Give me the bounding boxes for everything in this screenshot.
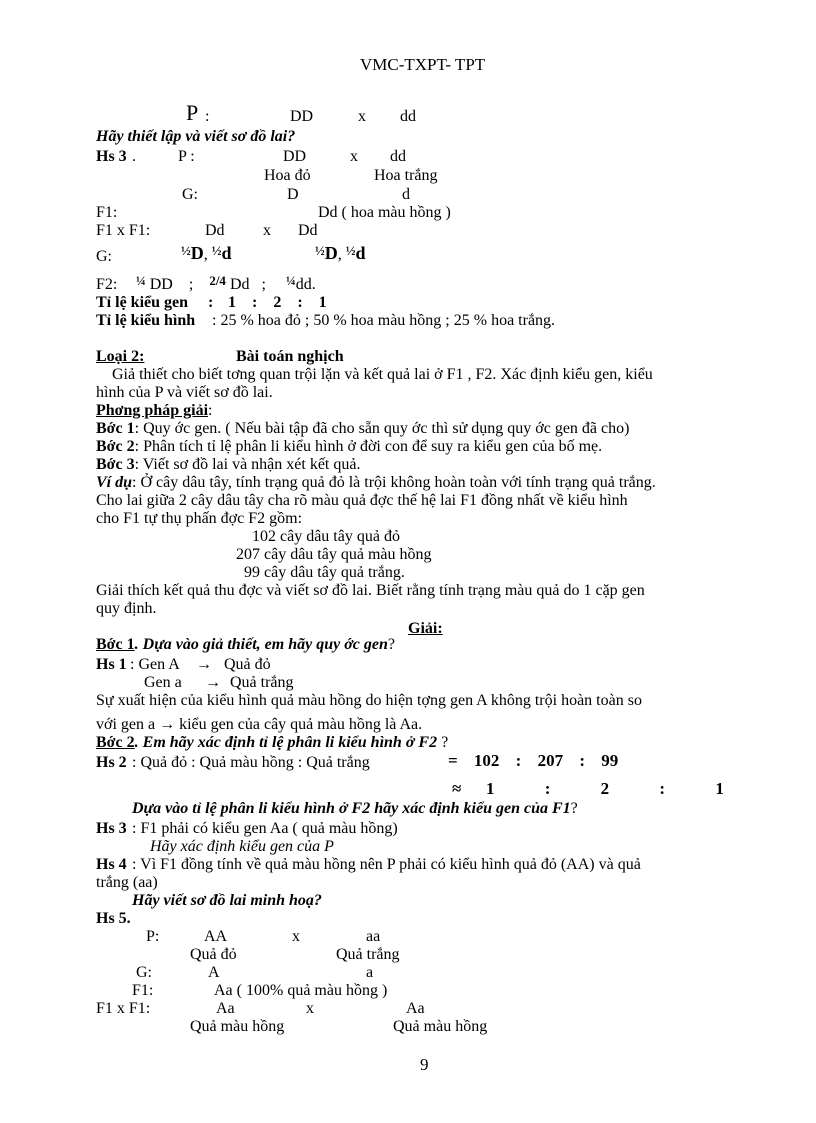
answer-text: trắng (aa): [96, 874, 158, 891]
gamete-label: G:: [136, 964, 152, 981]
question-line: Hãy viết sơ đồ lai minh hoạ?: [132, 892, 322, 909]
paragraph-line: [96, 716, 422, 734]
student-label: Hs 4: [96, 856, 127, 873]
gene-a-recessive-phenotype: Quả trắng: [230, 674, 294, 691]
paragraph-line: Giả thiết cho biết tơng quan trội lặn và kết quả lai ở F1 , F2. Xác định kiểu gen, kiểu: [112, 366, 653, 383]
gene-a-recessive-text: Gen a: [144, 674, 182, 691]
fraction-half: ½: [315, 243, 325, 258]
paragraph-line: Giải thích kết quả thu đợc và viết sơ đồ lai. Biết rằng tính trạng màu quả do 1 cặp gen: [96, 582, 645, 599]
parent-label: P: [186, 100, 199, 125]
parent-label: P:: [146, 928, 160, 945]
phenotype-red: Hoa đỏ: [264, 167, 311, 184]
genotype: dd.: [295, 276, 316, 293]
genotype: dd: [390, 148, 406, 165]
step-label: Bớc 1: [96, 636, 135, 653]
phenotype-white: Hoa trắng: [374, 167, 438, 184]
question-line: Hãy thiết lập và viết sơ đồ lai?: [96, 128, 296, 145]
f1-label: F1:: [132, 982, 154, 999]
genotype: aa: [366, 928, 381, 945]
count-line: 99 cây dâu tây quả trắng.: [244, 564, 405, 581]
fraction-half: ½: [181, 243, 191, 258]
page-number: 9: [420, 1055, 429, 1074]
step-label: Bớc 3: [96, 456, 135, 473]
colon: :: [208, 402, 213, 419]
count-line: 207 cây dâu tây quả màu hồng: [236, 546, 432, 563]
cross-sign: x: [292, 928, 300, 945]
solution-heading: Giải:: [408, 620, 443, 637]
approx-sign: ≈: [452, 779, 462, 798]
arrow-right-icon: →: [196, 656, 212, 673]
comma: ,: [203, 246, 208, 263]
gamete: d: [402, 186, 410, 203]
gene-a-phenotype: Quả đỏ: [224, 656, 271, 673]
step-1: [96, 420, 629, 438]
cross-sign: x: [358, 108, 366, 125]
gamete: d: [221, 243, 232, 263]
ratio-counts: = 102 : 207 : 99: [448, 751, 619, 770]
step-text: . Dựa vào giả thiết, em hãy quy ớc gen: [134, 636, 388, 653]
method-heading: [96, 402, 212, 420]
example-label: Ví dụ: [96, 474, 133, 491]
separator: ;: [261, 276, 266, 293]
fraction-quarter: ¼: [136, 273, 146, 288]
fraction-half: ½: [211, 243, 222, 258]
arrow-right-icon: →: [159, 716, 176, 733]
comma: ,: [337, 246, 342, 263]
phenotype: Quả đỏ: [190, 946, 237, 963]
parent-label: P :: [178, 148, 195, 165]
f1-result: Aa ( 100% quả màu hồng ): [214, 982, 388, 999]
fraction-half: ½: [345, 243, 356, 258]
gamete: D: [190, 243, 204, 263]
f2-label: F2:: [96, 276, 118, 293]
answer-text: : F1 phải có kiểu gen Aa ( quả màu hồng): [132, 820, 398, 837]
colon: :: [205, 108, 210, 125]
genotype: DD: [149, 276, 173, 293]
genotype: Aa: [406, 1000, 425, 1017]
gamete-label: G:: [96, 248, 112, 265]
f1-cross-label: F1 x F1:: [96, 222, 151, 239]
f1-result: Dd ( hoa màu hồng ): [318, 204, 451, 221]
step-text: . Em hãy xác định tỉ lệ phân li kiểu hình ở F2: [134, 734, 438, 751]
genotype-ratio-label: Tỉ lệ kiểu gen: [96, 294, 189, 311]
gamete: D: [324, 243, 338, 263]
genotype-ratio: 1 : 2 : 1: [228, 294, 327, 311]
step-label: Bớc 1: [96, 420, 135, 437]
colon: :: [208, 294, 214, 311]
ratio-labels: : Quả đỏ : Quả màu hồng : Quả trắng: [132, 754, 370, 771]
page-header: VMC-TXPT- TPT: [360, 55, 486, 74]
step-label: Bớc 2: [96, 438, 135, 455]
section-title: Bài toán nghịch: [236, 348, 344, 365]
phenotype: Quả màu hồng: [393, 1018, 488, 1035]
paragraph-line: Sự xuất hiện của kiểu hình quả màu hồng do hiện tợng gen A không trội hoàn toàn so: [96, 692, 642, 709]
f2-genotypes: [136, 272, 316, 294]
question-line: [132, 800, 578, 818]
gamete: D: [287, 186, 299, 203]
gamete-label: G:: [182, 186, 198, 203]
solution-step-1: [96, 636, 395, 654]
gene-a-text: : Gen A: [130, 656, 180, 673]
student-label: Hs 5.: [96, 910, 131, 927]
cross-sign: x: [350, 148, 358, 165]
phenotype: Quả trắng: [336, 946, 400, 963]
step-text: : Phân tích tỉ lệ phân li kiểu hình ở đời con để suy ra kiểu gen của bố mẹ.: [134, 438, 603, 455]
phenotype: Quả màu hồng: [190, 1018, 285, 1035]
count-line: 102 cây dâu tây quả đỏ: [252, 528, 400, 545]
gamete-fraction-group-1: [181, 242, 232, 264]
arrow-right-icon: →: [205, 674, 221, 691]
genotype: DD: [283, 148, 307, 165]
f1-cross-label: F1 x F1:: [96, 1000, 151, 1017]
step-text: : Viết sơ đồ lai và nhận xét kết quả.: [134, 456, 361, 473]
step-text: : Quy ớc gen. ( Nếu bài tập đã cho sẵn quy ớc thì sử dụng quy ớc gen đã cho): [134, 420, 630, 437]
paragraph-line: Cho lai giữa 2 cây dâu tây cha rõ màu quả đợc thế hệ lai F1 đồng nhất về kiểu hình: [96, 492, 628, 509]
genotype-dd-recessive: dd: [400, 108, 416, 125]
step-2: [96, 438, 602, 456]
paragraph-line: hình của P và viết sơ đồ lai.: [96, 384, 273, 401]
question-mark: ?: [570, 800, 578, 817]
text: kiểu gen của cây quả màu hồng là Aa.: [179, 716, 423, 733]
paragraph-line: quy định.: [96, 600, 157, 617]
ratio-simplified: 1 : 2 : 1: [486, 779, 724, 798]
cross-sign: x: [306, 1000, 314, 1017]
example: [96, 474, 656, 492]
genotype: Dd: [298, 222, 318, 239]
question-mark: ?: [441, 734, 449, 751]
gamete: d: [355, 243, 366, 263]
phenotype-ratio-label: Tỉ lệ kiểu hình: [96, 312, 196, 329]
step-label: Bớc 2: [96, 734, 135, 751]
student-label: Hs 3: [96, 820, 127, 837]
cross-sign: x: [263, 222, 271, 239]
student-label: Hs 3: [96, 148, 127, 165]
paragraph-line: cho F1 tự thụ phấn đợc F2 gồm:: [96, 510, 303, 527]
question-mark: ?: [387, 636, 396, 653]
section-label: Loại 2:: [96, 348, 145, 365]
gamete: a: [366, 964, 374, 981]
gamete-fraction-group-2: [315, 242, 366, 264]
genotype: Dd: [205, 222, 225, 239]
f1-label: F1:: [96, 204, 118, 221]
dot: .: [132, 148, 136, 165]
genotype: Dd: [229, 276, 250, 293]
step-3: [96, 456, 360, 474]
phenotype-ratio: : 25 % hoa đỏ ; 50 % hoa màu hồng ; 25 % hoa trắng.: [212, 312, 556, 329]
text: với gen a: [96, 716, 156, 733]
gamete: A: [208, 964, 220, 981]
student-label: Hs 2: [96, 754, 127, 771]
answer-text: : Vì F1 đồng tính về quả màu hồng nên P phải có kiểu hình quả đỏ (AA) và quả: [132, 856, 641, 873]
solution-step-2: [96, 734, 448, 752]
genotype: AA: [204, 928, 228, 945]
genotype: Aa: [216, 1000, 235, 1017]
method-label: Phơng pháp giải: [96, 402, 209, 419]
fraction-two-quarters: 2/4: [209, 273, 226, 288]
fraction-quarter: ¼: [285, 273, 296, 288]
question-text: Dựa vào tỉ lệ phân li kiểu hình ở F2 hãy xác định kiểu gen của F1: [132, 800, 571, 817]
question-line: Hãy xác định kiểu gen của P: [150, 838, 334, 855]
genotype-dd-dominant: DD: [290, 108, 314, 125]
separator: ;: [188, 276, 194, 293]
example-text: : Ở cây dâu tây, tính trạng quả đỏ là trội không hoàn toàn với tính trạng quả trắng.: [132, 474, 656, 491]
student-label: Hs 1: [96, 656, 127, 673]
